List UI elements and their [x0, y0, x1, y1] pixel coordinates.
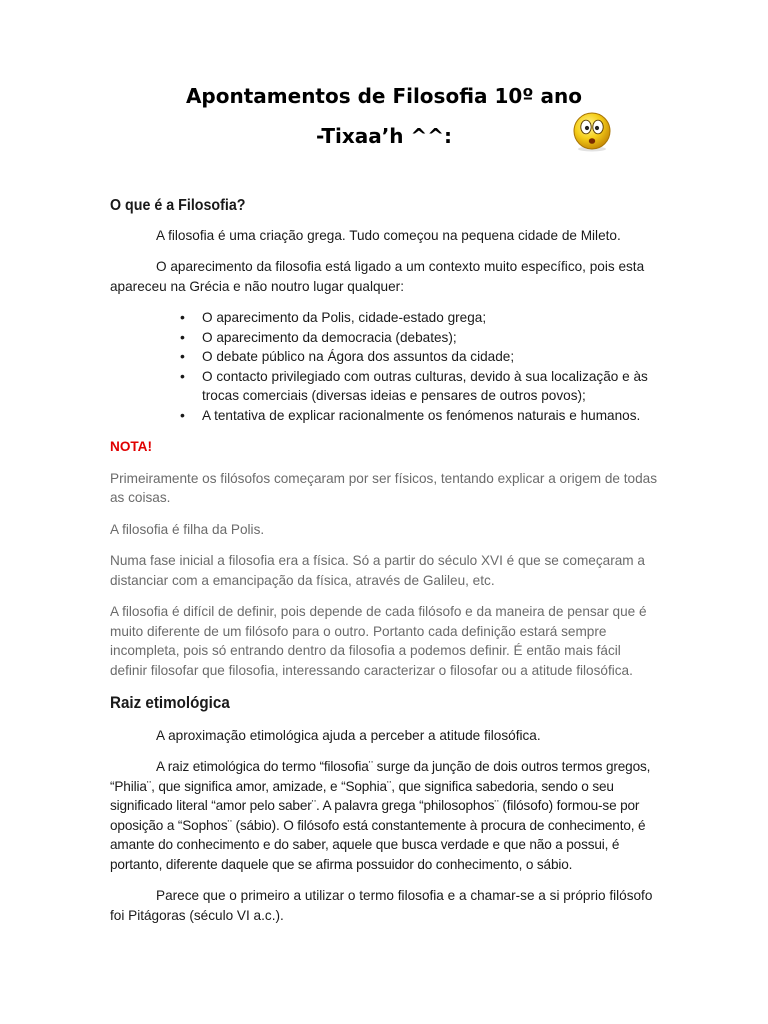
- list-item: • O debate público na Ágora dos assuntos da cidade;: [202, 347, 660, 367]
- list-item: • O aparecimento da democracia (debates);: [202, 328, 660, 348]
- list-item: • A tentativa de explicar racionalmente os fenómenos naturais e humanos.: [202, 406, 660, 426]
- section-heading-etymology: Raiz etimológica: [110, 694, 230, 712]
- note-paragraph: Primeiramente os filósofos começaram por ser físicos, tentando explicar a origem de todas as coisas.: [110, 470, 658, 505]
- surprised-smiley-icon: [571, 110, 613, 152]
- paragraph: A filosofia é uma criação grega. Tudo começou na pequena cidade de Mileto.: [156, 227, 621, 243]
- paragraph: O aparecimento da filosofia está ligado a um contexto muito específico, pois esta apareceu na Grécia e não noutro lugar qualquer:: [110, 259, 645, 294]
- note-paragraph: A filosofia é filha da Polis.: [110, 521, 265, 537]
- paragraph: A aproximação etimológica ajuda a perceber a atitude filosófica.: [156, 727, 541, 743]
- paragraph: Parece que o primeiro a utilizar o termo filosofia e a chamar-se a si próprio filósofo foi Pitágoras (século VI a.c.).: [110, 888, 653, 923]
- list-item: • O aparecimento da Polis, cidade-estado grega;: [202, 308, 660, 328]
- section-heading-what-is-philosophy: O que é a Filosofia?: [110, 197, 246, 214]
- bullet-list: [110, 308, 660, 425]
- nota-label: NOTA!: [110, 439, 153, 454]
- list-item: • O contacto privilegiado com outras culturas, devido à sua localização e às trocas comerciais (diversas ideias e pensares de outros povos);: [202, 367, 660, 406]
- paragraph: A raiz etimológica do termo “filosofia¨ surge da junção de dois outros termos gregos, “Philia¨, que significa amor, amizade, e “Sophia¨, que significa sabedoria, sendo o seu significado literal “amor pelo saber¨. A palavra grega “philosophos¨ (filósofo) formou-se por oposição a “Sophos¨ (sábio). O filósofo está constantemente à procura de conhecimento, é amante do conhecimento e do saber, aquele que busca verdade e que não a possui, é portanto, diferente daquele que se afirma possuidor do conhecimento, o sábio.: [110, 759, 651, 872]
- note-paragraph: Numa fase inicial a filosofia era a física. Só a partir do século XVI é que se começaram a distanciar com a emancipação da física, através de Galileu, etc.: [110, 553, 645, 588]
- note-paragraph: A filosofia é difícil de definir, pois depende de cada filósofo e da maneira de pensar que é muito diferente de um filósofo para o outro. Portanto cada definição estará sempre incompleta, pois só entrando dentro da filosofia a podemos definir. É então mais fácil definir filosofar que filosofia, interessando caracterizar o filosofar ou a atitude filosófica.: [110, 604, 647, 678]
- document-subtitle: -Tixaa’h ^^:: [315, 124, 453, 148]
- document-body: [110, 196, 660, 937]
- document-title: Apontamentos de Filosofia 10º ano: [185, 84, 583, 108]
